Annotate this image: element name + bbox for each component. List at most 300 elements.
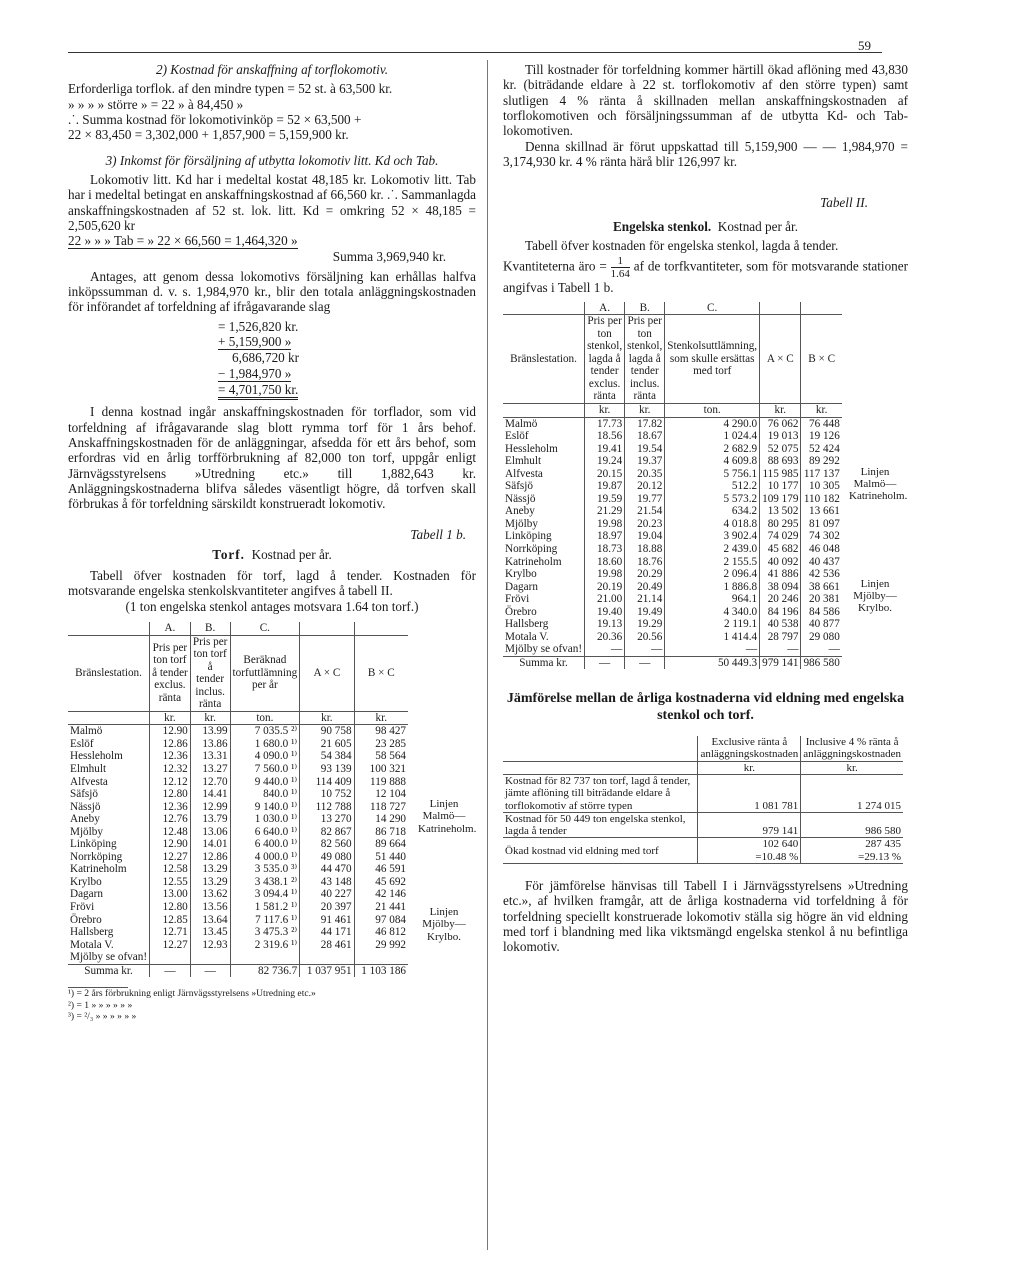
table-body [68, 725, 408, 964]
table-cell: 20 397 [300, 901, 354, 914]
table-cell: 2 155.5 [665, 556, 760, 569]
unit-cell: kr. [801, 761, 903, 774]
table-cell: 19.24 [585, 455, 625, 468]
text-line: » » » » större » = 22 » à 84,450 » [68, 96, 244, 112]
paragraph: I denna kostnad ingår anskaffningskostnaden för torflador, som vid torfeldning af ifrågavarande slag blott rymma torf för 1 års behof. Anskaffningskostnaden för de anläggningar, afsedda för ett års behof, som erfordras vid en årlig torfförbrukning af 82,000 ton torf, uppgår enligt Järnvägsstyrelsens »Utredning etc.» till 1,882,643 kr. Anläggningskostnaderna blifva således väsentligt högre, då torfven skall förbrukas å för torfeldning särskildt konstrueradt lokomotiv. [68, 404, 476, 512]
table-row [503, 581, 842, 594]
col-letter: C. [230, 622, 300, 635]
torf-table [68, 622, 408, 977]
fraction-tail: af de torfkvantiteter, som för motsvarande stationer angifvas i Tabell 1 b. [503, 258, 909, 296]
comparison-table [503, 736, 903, 864]
table-cell: 43 148 [300, 876, 354, 889]
station-cell: Frövi [70, 901, 95, 914]
column-separator [487, 60, 488, 1250]
text-line: .˙. Summa kostnad för lokomotivinköp = 52 × 63,500 + [68, 111, 362, 127]
table-row [503, 417, 842, 430]
station-cell: Örebro [505, 605, 537, 618]
table-cell: 20.29 [625, 568, 665, 581]
unit-cell: kr. [585, 404, 625, 418]
table-cell: 19.40 [585, 606, 625, 619]
table-row [68, 914, 408, 927]
cmp-value: 1 274 015 [801, 774, 903, 812]
table-cell: 13.86 [190, 738, 230, 751]
cmp-val-pct: =29.13 % [858, 850, 901, 863]
table-cell: 18.73 [585, 543, 625, 556]
text-line [68, 233, 476, 249]
table-cell: 12.86 [190, 851, 230, 864]
paragraph-fraction [503, 255, 908, 296]
table-cell: — [585, 643, 625, 656]
table-cell: 118 727 [354, 801, 408, 814]
table-cell: 58 564 [354, 750, 408, 763]
table-cell: Summa kr. [503, 656, 585, 669]
table-cell: 12.48 [150, 826, 191, 839]
station-cell: Hallsberg [70, 926, 114, 939]
calc-line: 6,686,720 kr [232, 350, 300, 366]
table-cell: 4 000.0 ¹⁾ [230, 851, 300, 864]
table-cell: 13.29 [190, 863, 230, 876]
table-row [68, 926, 408, 939]
table-cell: 28 461 [300, 939, 354, 952]
unit-cell: kr. [150, 711, 191, 725]
fraction-top: 1 [611, 255, 630, 268]
table-cell: 21.00 [585, 593, 625, 606]
table-cell: 82 867 [300, 826, 354, 839]
table-cell: 54 384 [300, 750, 354, 763]
right-column [503, 62, 908, 955]
table-cell: 82 560 [300, 838, 354, 851]
table-cell: 10 305 [801, 480, 842, 493]
table-cell: 52 424 [801, 443, 842, 456]
table-cell: 20.56 [625, 631, 665, 644]
table-cell: 12.76 [150, 813, 191, 826]
station-cell: Norrköping [70, 850, 123, 863]
table-cell: 40 538 [760, 618, 801, 631]
table-cell: 10 752 [300, 788, 354, 801]
table-cell: 2 319.6 ¹⁾ [230, 939, 300, 952]
table-row [503, 505, 842, 518]
table-cell: 14.41 [190, 788, 230, 801]
unit-cell: kr. [300, 711, 354, 725]
line-bracket: Linjen Malmö— Katrineholm. [418, 798, 477, 835]
station-cell: Linköping [70, 838, 117, 851]
table-units [68, 711, 408, 725]
table-row [503, 631, 842, 644]
station-cell: Hallsberg [505, 618, 549, 631]
cmp-val-pct: =10.48 % [755, 850, 799, 863]
table-cell: 13.56 [190, 901, 230, 914]
table-cell: 7 035.5 ²⁾ [230, 725, 300, 738]
calc-line: − 1,984,970 » [218, 365, 292, 381]
table-cell: 979 141 [760, 656, 801, 669]
table-cell: 512.2 [665, 480, 760, 493]
col-header: A × C [760, 315, 801, 404]
table-cell: 29 080 [801, 631, 842, 644]
table-cell: 74 302 [801, 530, 842, 543]
table-cell: 40 227 [300, 888, 354, 901]
calc-line: = 1,526,820 kr. [218, 318, 299, 334]
station-cell: Katrineholm [505, 555, 562, 568]
table-row [503, 480, 842, 493]
table-cell: 45 682 [760, 543, 801, 556]
col-header: Stenkolsuttlämning, som skulle ersättas med torf [665, 315, 760, 404]
station-cell: Dagarn [70, 888, 103, 901]
table-row [68, 851, 408, 864]
col-header: Pris per ton stenkol, lagda å tender exclus. ränta [585, 315, 625, 404]
table-row [68, 826, 408, 839]
table-cell: 91 461 [300, 914, 354, 927]
table-row [503, 606, 842, 619]
stenkol-table [503, 302, 842, 670]
table-cell: 6 640.0 ¹⁾ [230, 826, 300, 839]
table-cell: 42 146 [354, 888, 408, 901]
section-heading-2: 2) Kostnad för anskaffning af torflokomotiv. [156, 62, 388, 77]
table-cell: 12.36 [150, 801, 191, 814]
table-row [503, 430, 842, 443]
station-cell: Eslöf [70, 737, 94, 750]
table-cell: 76 448 [801, 417, 842, 430]
table-row [503, 455, 842, 468]
paragraph: För jämförelse hänvisas till Tabell I i Järnvägsstyrelsens »Utredning etc.», af hvilken framgår, att de årliga kostnaderna vid torfeldning å för torfeldning speciellt konstruerade lokomotiv ställa sig högre än vid eldning med torf i blandning med lika viktsmängd engelska stenkol å nu befintliga lokomotiv. [503, 878, 908, 955]
unit-cell: kr. [354, 711, 408, 725]
station-cell: Elmhult [505, 455, 542, 468]
table-cell: 2 439.0 [665, 543, 760, 556]
table-cell: 1 024.4 [665, 430, 760, 443]
paragraph: Lokomotiv litt. Kd har i medeltal kostat 48,185 kr. Lokomotiv litt. Tab har i medeltal betingat en anskaffningskostnad af 66,560 kr. .˙. Sammanlagda anskaffningskostnaden af 52 st. lok. litt. Kd = omkring 52 × 48,185 = 2,505,620 kr [68, 171, 476, 233]
table-cell: 6 400.0 ¹⁾ [230, 838, 300, 851]
stenkol-table-wrap [503, 302, 908, 670]
table-cell: 634.2 [665, 505, 760, 518]
paragraph: Tabell öfver kostnaden för engelska stenkol, lagda å tender. [525, 237, 839, 253]
table-cell: 52 075 [760, 443, 801, 456]
paragraph: Tabell öfver kostnaden för torf, lagd å tender. Kostnaden för motsvarande engelska stenkolskvantiteter angifves å tabell II. [68, 568, 476, 599]
table-body [503, 417, 842, 656]
table-cell: 115 985 [760, 468, 801, 481]
table-cell: 80 295 [760, 518, 801, 531]
table-cell: 19.49 [625, 606, 665, 619]
table-row [68, 888, 408, 901]
table-cell: 21.54 [625, 505, 665, 518]
col-header: Pris per ton stenkol, lagda å tender inclus. ränta [625, 315, 665, 404]
station-cell: Krylbo [70, 875, 102, 888]
table-cell: 23 285 [354, 738, 408, 751]
table-cell: 5 573.2 [665, 493, 760, 506]
table-cell: 89 292 [801, 455, 842, 468]
footnote: ¹) = 2 års förbrukning enligt Järnvägsstyrelsens »Utredning etc.» [68, 988, 316, 1000]
table-cell: 90 758 [300, 725, 354, 738]
table-cell [354, 951, 408, 964]
col-header: A × C [300, 635, 354, 711]
table-row [68, 738, 408, 751]
table-cell: 20 381 [801, 593, 842, 606]
table-cell: 20.12 [625, 480, 665, 493]
table-title [68, 547, 476, 562]
table-cell: 46 591 [354, 863, 408, 876]
page-number: 59 [858, 38, 871, 53]
table-cell: — [190, 964, 230, 977]
table-cell: 9 440.0 ¹⁾ [230, 776, 300, 789]
table-cell [190, 951, 230, 964]
table-cell: 97 084 [354, 914, 408, 927]
table-cell: 5 756.1 [665, 468, 760, 481]
table-row [503, 618, 842, 631]
table-caption: Tabell II. [820, 195, 868, 211]
table-cell: 19.37 [625, 455, 665, 468]
calc-total: = 4,701,750 kr. [218, 382, 298, 400]
table-cell: 13.00 [150, 888, 191, 901]
table-cell: 86 718 [354, 826, 408, 839]
table-caption: Tabell 1 b. [410, 527, 466, 543]
table-cell: 13 661 [801, 505, 842, 518]
table-cell: 4 609.8 [665, 455, 760, 468]
station-cell: Hessleholm [505, 442, 558, 455]
table-row [503, 556, 842, 569]
table-cell: 82 736.7 [230, 964, 300, 977]
fraction-bottom: 1.64 [610, 268, 630, 281]
table-cell: 13.79 [190, 813, 230, 826]
station-cell: Säfsjö [70, 788, 98, 801]
table-cell: 986 580 [801, 656, 842, 669]
table-cell: 2 119.1 [665, 618, 760, 631]
table-cell: 19.98 [585, 568, 625, 581]
table-row [68, 750, 408, 763]
table-cell: 13 270 [300, 813, 354, 826]
table-row [68, 763, 408, 776]
table-cell [230, 951, 300, 964]
table-units [503, 404, 842, 418]
line-bracket: Linjen Malmö— Katrineholm. [849, 465, 908, 503]
table-cell: 13.45 [190, 926, 230, 939]
table-cell: 12.27 [150, 851, 191, 864]
table-cell [150, 951, 191, 964]
station-cell: Nässjö [70, 800, 101, 813]
table-cell: 12.27 [150, 939, 191, 952]
station-cell: Linköping [505, 530, 552, 543]
unit-cell: kr. [801, 404, 842, 418]
title-sub: Kostnad per år. [717, 218, 798, 234]
col-letter: B. [190, 622, 230, 635]
table-row [68, 901, 408, 914]
calc-line: + 5,159,900 » [218, 334, 292, 349]
table-cell: 12.93 [190, 939, 230, 952]
table-cell: 74 029 [760, 530, 801, 543]
table-row [68, 876, 408, 889]
table-cell: 12.99 [190, 801, 230, 814]
cmp-row [503, 774, 903, 812]
table-cell: 12.71 [150, 926, 191, 939]
cmp-value [801, 838, 903, 864]
table-cell: 19.77 [625, 493, 665, 506]
col-letter: C. [665, 302, 760, 315]
station-cell: Malmö [505, 417, 538, 430]
station-cell: Mjölby se ofvan! [70, 951, 148, 964]
table-cell: 114 409 [300, 776, 354, 789]
table-cell: 2 096.4 [665, 568, 760, 581]
table-cell: 13.31 [190, 750, 230, 763]
table-cell: 4 090.0 ¹⁾ [230, 750, 300, 763]
table-row [68, 939, 408, 952]
footnote: ²) = 1 » » » » » » [68, 999, 133, 1011]
table-cell: 12 104 [354, 788, 408, 801]
station-cell: Alfvesta [70, 775, 108, 788]
table-cell: 3 475.3 ²⁾ [230, 926, 300, 939]
table-cell: 38 661 [801, 581, 842, 594]
table-cell: 12.90 [150, 725, 191, 738]
table-row [503, 468, 842, 481]
cmp-label: Kostnad för 82 737 ton torf, lagd å tender, jämte aflöning till biträdande eldare å torflokomotiv af större typen [503, 774, 698, 812]
title-sub: Kostnad per år. [251, 546, 332, 562]
table-cell: 49 080 [300, 851, 354, 864]
table-cell: 110 182 [801, 493, 842, 506]
table-summa-row [68, 964, 408, 977]
table-cell: 17.73 [585, 417, 625, 430]
table-cell: — [665, 643, 760, 656]
comparison-title: Jämförelse mellan de årliga kostnaderna vid eldning med engelska stenkol och torf. [506, 691, 905, 723]
table-cell: 112 788 [300, 801, 354, 814]
paragraph: Till kostnader för torfeldning kommer härtill ökad aflöning med 43,830 kr. (biträdande eldare à 22 st. torflokomotiv af den större typen) samt slutligen 4 % ränta å skillnaden mellan anskaffningskostnaden af torflokomotiven och försäljningssumman af de utbytta Kd- och Tab-lokomotiven. [503, 62, 908, 139]
cmp-row [503, 838, 903, 864]
table-cell: 18.88 [625, 543, 665, 556]
table-cell: 44 470 [300, 863, 354, 876]
table-cell: 19.13 [585, 618, 625, 631]
table-cell: 46 812 [354, 926, 408, 939]
station-cell: Säfsjö [505, 480, 533, 493]
table-cell: 51 440 [354, 851, 408, 864]
table-row [503, 543, 842, 556]
table-cell: 14 290 [354, 813, 408, 826]
station-cell: Malmö [70, 725, 103, 738]
cmp-value: 986 580 [801, 812, 903, 838]
station-cell: Krylbo [505, 568, 537, 581]
col-header: Bränslestation. [75, 666, 142, 679]
table-cell: 18.76 [625, 556, 665, 569]
table-cell: 40 877 [801, 618, 842, 631]
table-cell: 19.41 [585, 443, 625, 456]
table-cell: 98 427 [354, 725, 408, 738]
table-cell: 12.86 [150, 738, 191, 751]
table-cell: 1 030.0 ¹⁾ [230, 813, 300, 826]
table-cell: 12.12 [150, 776, 191, 789]
table-cell: 42 536 [801, 568, 842, 581]
table-cell: 13.27 [190, 763, 230, 776]
table-cell: 21.14 [625, 593, 665, 606]
calc-block [218, 319, 476, 401]
table-cell: 46 048 [801, 543, 842, 556]
col-letter: A. [150, 622, 191, 635]
table-row [68, 951, 408, 964]
fraction [611, 255, 630, 280]
table-cell: 12.55 [150, 876, 191, 889]
table-cell: 13.06 [190, 826, 230, 839]
unit-cell: ton. [230, 711, 300, 725]
station-cell: Alfvesta [505, 467, 543, 480]
table-row [503, 518, 842, 531]
table-cell: 20.35 [625, 468, 665, 481]
table-cell: 19.04 [625, 530, 665, 543]
section-heading-3: 3) Inkomst för försäljning af utbytta lokomotiv litt. Kd och Tab. [105, 152, 439, 168]
torf-table-wrap [68, 622, 476, 977]
table-cell: 88 693 [760, 455, 801, 468]
table-cell: 1 103 186 [354, 964, 408, 977]
table-cell: 117 137 [801, 468, 842, 481]
table-cell: 13.99 [190, 725, 230, 738]
table-cell: 12.80 [150, 788, 191, 801]
station-cell: Motala V. [70, 938, 114, 951]
table-cell: 12.80 [150, 901, 191, 914]
table-cell: 7 117.6 ¹⁾ [230, 914, 300, 927]
table-cell: 20.19 [585, 581, 625, 594]
table-cell: 19 013 [760, 430, 801, 443]
table-cell: 19.54 [625, 443, 665, 456]
table-cell: 13.29 [190, 876, 230, 889]
cmp-label: Ökad kostnad vid eldning med torf [503, 838, 698, 864]
table-cell: 109 179 [760, 493, 801, 506]
table-row [503, 530, 842, 543]
table-cell: 20 246 [760, 593, 801, 606]
table-cell: 12.32 [150, 763, 191, 776]
table-cell: 21.29 [585, 505, 625, 518]
cmp-header [503, 736, 903, 761]
station-cell: Dagarn [505, 580, 538, 593]
unit-cell: ton. [665, 404, 760, 418]
table-cell: 14.01 [190, 838, 230, 851]
table-cell: 13 502 [760, 505, 801, 518]
table-cell: 7 560.0 ¹⁾ [230, 763, 300, 776]
cmp-col-header: Inclusive 4 % ränta å anläggningskostnaden [801, 736, 903, 761]
paragraph: Antages, att genom dessa lokomotivs försäljning kan erhållas halfva inköpssumman d. v. s. 1,984,970 kr., blir den totala anläggningskostnaden för införandet af torfeldning af ifrågavarande slag [68, 268, 476, 315]
table-cell: 28 797 [760, 631, 801, 644]
table-row [503, 443, 842, 456]
title-torf: Torf. [212, 546, 245, 562]
table-cell: 20.49 [625, 581, 665, 594]
table-cell: 38 094 [760, 581, 801, 594]
cmp-value: 1 081 781 [698, 774, 801, 812]
station-cell: Örebro [70, 913, 102, 926]
cmp-label: Kostnad för 50 449 ton engelska stenkol, lagda å tender [503, 812, 698, 838]
col-header: Beräknad torfuttlämning per år [230, 635, 300, 711]
station-cell: Mjölby [505, 517, 538, 530]
table-cell: 1 581.2 ¹⁾ [230, 901, 300, 914]
cmp-row [503, 812, 903, 838]
table-cell: — [760, 643, 801, 656]
unit-cell: kr. [625, 404, 665, 418]
table-cell: 44 171 [300, 926, 354, 939]
unit-cell: kr. [190, 711, 230, 725]
table-cell: 12.85 [150, 914, 191, 927]
table-cell: 19 126 [801, 430, 842, 443]
table-cell: 119 888 [354, 776, 408, 789]
table-cell: 13.62 [190, 888, 230, 901]
table-cell: 840.0 ¹⁾ [230, 788, 300, 801]
station-cell: Katrineholm [70, 863, 127, 876]
unit-cell: kr. [760, 404, 801, 418]
table-cell: 3 535.0 ³⁾ [230, 863, 300, 876]
calc-line: 22 » » » Tab = » 22 × 66,560 = 1,464,320 » [68, 233, 298, 249]
line-bracket: Linjen Mjölby— Krylbo. [853, 577, 897, 615]
table-cell: — [801, 643, 842, 656]
table-cell: 29 992 [354, 939, 408, 952]
station-cell: Mjölby [70, 825, 103, 838]
col-header: B × C [354, 635, 408, 711]
table-cell: 20.23 [625, 518, 665, 531]
cmp-col-header: Exclusive ränta å anläggningskostnaden [698, 736, 801, 761]
station-cell: Norrköping [505, 543, 558, 556]
table-cell: 12.70 [190, 776, 230, 789]
text-line: 22 × 83,450 = 3,302,000 + 1,857,900 = 5,159,900 kr. [68, 127, 349, 143]
table-cell: 50 449.3 [665, 656, 760, 669]
station-cell: Eslöf [505, 430, 529, 443]
table-row [503, 568, 842, 581]
